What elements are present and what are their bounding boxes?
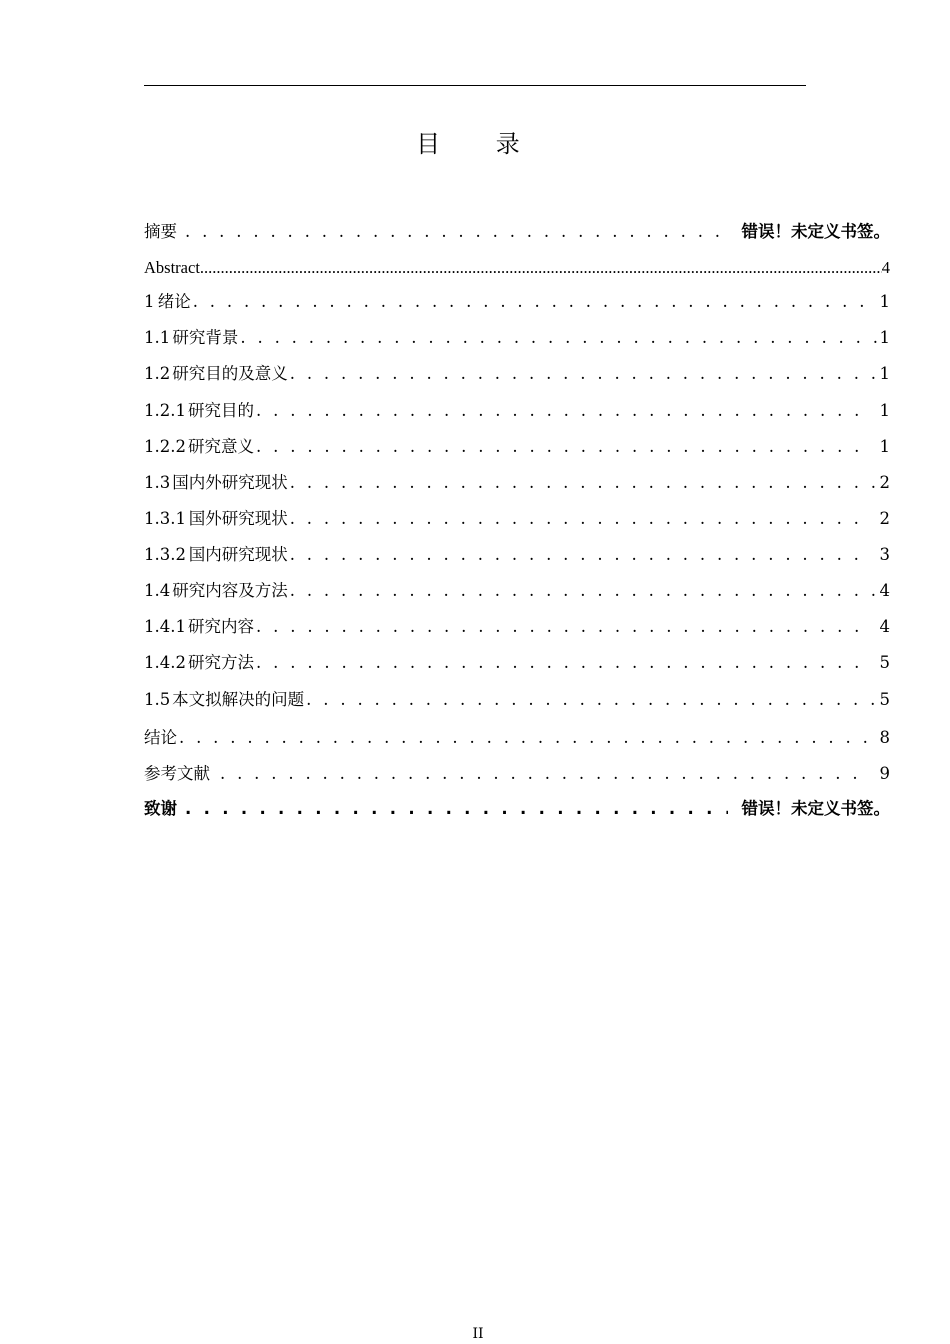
toc-entry-label: 致谢 <box>144 799 177 818</box>
toc-entry-label: 摘要 <box>144 222 177 241</box>
toc-entry-label: 参考文献 <box>144 764 210 783</box>
toc-entry-acknowledgements[interactable] <box>144 797 890 821</box>
dot-leader <box>256 651 869 675</box>
dot-leader <box>185 220 728 244</box>
toc-entry-1-4-2[interactable] <box>144 651 890 675</box>
toc-entry-page: 4 <box>879 617 890 636</box>
dot-leader <box>193 290 870 314</box>
toc-entry-number: 1.2.2 <box>144 437 186 456</box>
toc-entry-page: 2 <box>879 509 890 528</box>
toc-entry-label: 研究方法 <box>188 653 255 672</box>
toc-entry-number: 1.4.2 <box>144 653 186 672</box>
dot-leader <box>290 579 878 603</box>
dot-leader <box>290 507 870 531</box>
toc-entry-1-4[interactable] <box>144 579 890 603</box>
toc-entry-number: 1.4.1 <box>144 617 186 636</box>
toc-entry-label: 国外研究现状 <box>188 509 288 528</box>
toc-entry-page: 错误！未定义书签。 <box>741 222 890 241</box>
toc-entry-page: 2 <box>879 473 890 492</box>
toc-entry-page: 错误！未定义书签。 <box>741 799 890 818</box>
toc-entry-page: 5 <box>879 653 890 672</box>
toc-entry-1-3-2[interactable] <box>144 543 890 567</box>
toc-entry-number: 1.2.1 <box>144 401 186 420</box>
dot-leader <box>256 615 869 639</box>
toc-entry-1-4-1[interactable] <box>144 615 890 639</box>
toc-entry-number: 1.1 <box>144 328 171 347</box>
dot-leader <box>290 471 878 495</box>
toc-entry-1-2[interactable] <box>144 362 890 386</box>
toc-entry-page: 4 <box>881 258 890 277</box>
toc-entry-label: 国内外研究现状 <box>172 473 288 492</box>
toc-entry-page: 1 <box>879 292 890 311</box>
toc-entry-number: 1 <box>144 292 155 311</box>
toc-entry-label: Abstract <box>144 258 200 277</box>
header-rule <box>144 85 806 86</box>
dot-leader <box>290 543 870 567</box>
toc-entry-number: 1.4 <box>144 581 171 600</box>
toc-entry-page: 1 <box>879 328 890 347</box>
toc-entry-page: 1 <box>879 364 890 383</box>
toc-entry-label: 国内研究现状 <box>188 545 288 564</box>
toc-entry-page: 9 <box>879 764 890 783</box>
dot-leader <box>185 797 728 821</box>
toc-entry-label: 本文拟解决的问题 <box>172 690 305 709</box>
dot-leader <box>290 362 878 386</box>
toc-entry-abstract-en[interactable] <box>144 256 890 280</box>
toc-entry-number: 1.3.2 <box>144 545 186 564</box>
toc-entry-conclusion[interactable] <box>144 726 890 750</box>
dot-leader <box>220 762 870 786</box>
toc-entry-1-3-1[interactable] <box>144 507 890 531</box>
toc-entry-number: 1.3 <box>144 473 171 492</box>
toc-entry-1-3[interactable] <box>144 471 890 495</box>
toc-entry-label: 绪论 <box>157 292 191 311</box>
toc-entry-label: 研究目的 <box>188 401 255 420</box>
toc-entry-number: 1.3.1 <box>144 509 186 528</box>
toc-entry-1-2-2[interactable] <box>144 435 890 459</box>
toc-entry-label: 研究内容及方法 <box>172 581 288 600</box>
toc-entry-number: 1.5 <box>144 690 171 709</box>
toc-entry-page: 1 <box>879 401 890 420</box>
toc-entry-1[interactable] <box>144 290 890 314</box>
toc-entry-label: 研究目的及意义 <box>172 364 288 383</box>
toc-entry-page: 8 <box>879 728 890 747</box>
page-title: 目 录 <box>416 130 544 158</box>
dot-leader <box>200 256 882 280</box>
toc-entry-label: 研究背景 <box>172 328 239 347</box>
toc-entry-references[interactable] <box>144 762 890 786</box>
toc-entry-label: 研究内容 <box>188 617 255 636</box>
dot-leader <box>256 399 869 423</box>
toc-entry-label: 研究意义 <box>188 437 255 456</box>
dot-leader <box>240 326 877 350</box>
toc-entry-1-1[interactable] <box>144 326 890 350</box>
dot-leader <box>179 726 870 750</box>
dot-leader <box>256 435 869 459</box>
toc-entry-page: 5 <box>879 690 890 709</box>
toc-entry-page: 1 <box>879 437 890 456</box>
toc-entry-number: 1.2 <box>144 364 171 383</box>
toc-entry-label: 结论 <box>144 728 177 747</box>
footer-page-number: II <box>472 1326 484 1342</box>
toc-entry-abstract-cn[interactable] <box>144 220 890 244</box>
toc-entry-1-2-1[interactable] <box>144 399 890 423</box>
dot-leader <box>306 688 877 712</box>
toc-entry-page: 4 <box>879 581 890 600</box>
toc-entry-1-5[interactable] <box>144 688 890 712</box>
toc-entry-page: 3 <box>879 545 890 564</box>
